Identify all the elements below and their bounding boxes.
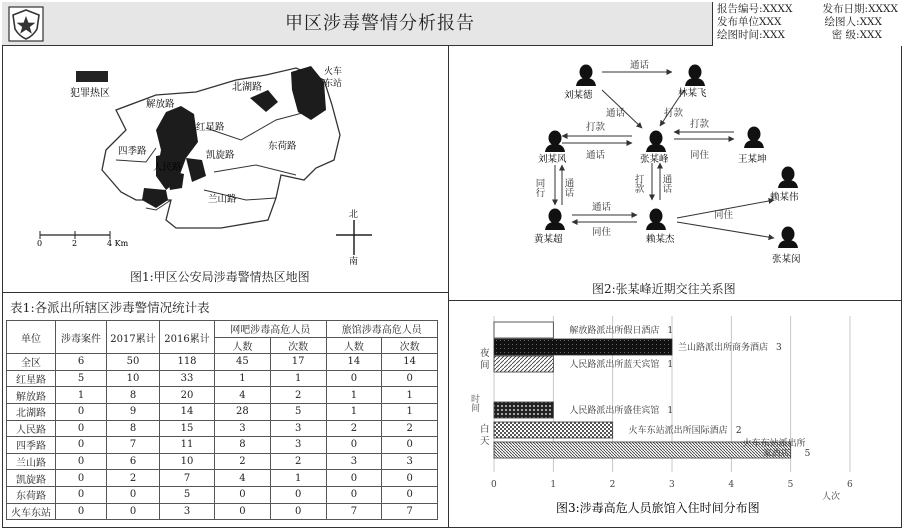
table-cell: 0 xyxy=(107,486,160,503)
north-arrow-icon xyxy=(336,208,372,267)
bar xyxy=(494,356,553,372)
table-cell: 兰山路 xyxy=(7,453,56,470)
table-cell: 红星路 xyxy=(7,370,56,387)
table-cell: 7 xyxy=(382,503,438,520)
table-cell: 28 xyxy=(215,403,271,420)
value-label: 1 xyxy=(667,326,674,336)
table-cell: 0 xyxy=(382,486,438,503)
bar xyxy=(494,339,672,355)
table-cell: 5 xyxy=(56,370,107,387)
chart-title: 图3:涉毒高危人员旅馆入住时间分布图 xyxy=(556,501,760,515)
issuer: 发布单位XXX xyxy=(717,16,782,28)
table-cell: 人民路 xyxy=(7,420,56,437)
table-row xyxy=(7,354,438,371)
edge-label: 通话 xyxy=(592,202,612,213)
table-cell: 5 xyxy=(160,486,215,503)
scale-label: 0 xyxy=(37,239,43,248)
table-cell: 1 xyxy=(382,387,438,404)
road-label: 解放路 xyxy=(146,99,175,110)
table-cell: 8 xyxy=(215,437,271,454)
bar-label: 家酒店 xyxy=(762,449,790,459)
road-label: 四季路 xyxy=(118,146,147,157)
table-cell: 7 xyxy=(107,437,160,454)
person-icon xyxy=(545,209,565,231)
th-times: 次数 xyxy=(270,337,326,354)
table-cell: 0 xyxy=(270,486,326,503)
th-people: 人数 xyxy=(326,337,382,354)
table-cell: 0 xyxy=(56,486,107,503)
table-cell: 8 xyxy=(107,420,160,437)
relationship-graph xyxy=(452,50,900,290)
network-caption: 图2:张某峰近期交往关系图 xyxy=(592,282,736,296)
bar-label: 火车东站派出所 xyxy=(742,439,806,449)
x-tick-label: 1 xyxy=(550,480,557,490)
x-tick-label: 6 xyxy=(847,480,853,490)
table-cell: 2 xyxy=(215,453,271,470)
table-cell: 1 xyxy=(382,403,438,420)
bar-label: 兰山路派出所商务酒店 xyxy=(678,343,769,353)
person-name: 张某闵 xyxy=(772,254,801,265)
table-cell: 0 xyxy=(56,470,107,487)
th-netbar: 网吧涉毒高危人员 xyxy=(215,321,327,338)
table-cell: 解放路 xyxy=(7,387,56,404)
value-label: 2 xyxy=(735,426,742,436)
person-name: 林某飞 xyxy=(678,88,707,99)
table-cell: 北湖路 xyxy=(7,403,56,420)
x-tick-label: 2 xyxy=(609,480,616,490)
bar xyxy=(494,422,613,438)
table-cell: 0 xyxy=(326,470,382,487)
table-row xyxy=(7,437,438,454)
table-cell: 凯旋路 xyxy=(7,470,56,487)
divider-vertical xyxy=(448,46,449,528)
x-axis-label: 人次 xyxy=(822,492,841,502)
x-tick-label: 4 xyxy=(728,480,735,490)
table-cell: 0 xyxy=(107,503,160,520)
group-label: 间 xyxy=(480,360,490,371)
table-cell: 7 xyxy=(160,470,215,487)
bar-label: 火车东站派出所国际酒店 xyxy=(628,426,728,436)
table-cell: 3 xyxy=(270,437,326,454)
table-cell: 0 xyxy=(56,420,107,437)
edge-label: 通话 xyxy=(630,60,650,71)
person-icon xyxy=(685,65,705,87)
edge-label: 同住 xyxy=(714,210,734,221)
bar-label: 人民路派出所盛佳宾馆 xyxy=(569,406,660,416)
table-cell: 2 xyxy=(270,387,326,404)
person-name: 黄某超 xyxy=(534,234,563,245)
road-label: 凯旋路 xyxy=(206,150,235,161)
table-row xyxy=(7,370,438,387)
table-cell: 6 xyxy=(107,453,160,470)
table-cell: 4 xyxy=(215,387,271,404)
drawer: 绘图人:XXX xyxy=(824,16,882,28)
table-cell: 0 xyxy=(56,453,107,470)
table-cell: 17 xyxy=(270,354,326,371)
table-cell: 11 xyxy=(160,437,215,454)
edge-label: 同住 xyxy=(690,150,710,161)
divider-left xyxy=(2,292,448,293)
table-cell: 2 xyxy=(107,470,160,487)
table-cell: 9 xyxy=(107,403,160,420)
edge-label: 打款 xyxy=(586,122,606,133)
person-icon xyxy=(576,65,596,87)
hotel-checkin-chart xyxy=(452,304,900,526)
road-label: 东站 xyxy=(324,79,343,89)
th-times: 次数 xyxy=(382,337,438,354)
table-cell: 8 xyxy=(107,387,160,404)
value-label: 5 xyxy=(804,449,811,459)
table-cell: 10 xyxy=(160,453,215,470)
road-label: 人民路 xyxy=(153,162,182,173)
table-cell: 火车东站 xyxy=(7,503,56,520)
edge-label: 同行 xyxy=(533,178,545,197)
table-cell: 10 xyxy=(107,370,160,387)
person-name: 张某峰 xyxy=(640,154,669,165)
person-icon xyxy=(646,131,666,153)
x-tick-label: 5 xyxy=(787,480,794,490)
north-label: 北 xyxy=(349,210,359,220)
table-cell: 0 xyxy=(382,470,438,487)
table-cell: 6 xyxy=(56,354,107,371)
table-cell: 1 xyxy=(270,470,326,487)
table-cell: 1 xyxy=(56,387,107,404)
table-cell: 3 xyxy=(215,420,271,437)
y-axis-label: 时间 xyxy=(469,394,479,412)
report-no: 报告编号:XXXX xyxy=(717,3,793,15)
road-label: 红星路 xyxy=(196,122,225,133)
table-cell: 0 xyxy=(56,437,107,454)
edge-label: 同住 xyxy=(592,227,612,238)
x-tick-label: 3 xyxy=(669,480,675,490)
scale-bar xyxy=(37,231,129,248)
road-label: 东荷路 xyxy=(268,141,297,152)
table-cell: 14 xyxy=(382,354,438,371)
table-cell: 118 xyxy=(160,354,215,371)
table-cell: 0 xyxy=(215,486,271,503)
table-cell: 0 xyxy=(270,503,326,520)
hotspot-map xyxy=(6,50,446,270)
draw-time: 绘图时间:XXX xyxy=(717,29,785,41)
edge-label: 打款 xyxy=(690,119,710,130)
report-date: 发布日期:XXXX xyxy=(822,3,898,15)
table-cell: 4 xyxy=(215,470,271,487)
table-cell: 3 xyxy=(326,453,382,470)
group-label: 天 xyxy=(480,436,490,447)
th-people: 人数 xyxy=(215,337,271,354)
table-cell: 0 xyxy=(326,486,382,503)
table-cell: 50 xyxy=(107,354,160,371)
table-cell: 1 xyxy=(326,387,382,404)
person-name: 赖某杰 xyxy=(646,234,675,245)
legend-label: 犯罪热区 xyxy=(70,88,110,99)
group-label: 夜 xyxy=(480,348,490,359)
table-row xyxy=(7,470,438,487)
table-cell: 2 xyxy=(326,420,382,437)
edge-label: 打款 xyxy=(664,108,684,119)
table-cell: 0 xyxy=(326,370,382,387)
table-cell: 14 xyxy=(326,354,382,371)
person-name: 王某坤 xyxy=(738,154,767,165)
table-cell: 0 xyxy=(215,503,271,520)
edge-label: 打款 xyxy=(632,174,644,193)
table-row xyxy=(7,387,438,404)
scale-label: 4 Km xyxy=(107,239,129,248)
th-cases: 涉毒案件 xyxy=(56,321,107,354)
x-tick-label: 0 xyxy=(491,480,497,490)
table-cell: 全区 xyxy=(7,354,56,371)
table-cell: 1 xyxy=(215,370,271,387)
person-icon xyxy=(778,227,798,249)
edge-label: 通话 xyxy=(586,150,606,161)
table-cell: 33 xyxy=(160,370,215,387)
table-cell: 14 xyxy=(160,403,215,420)
secret-level: 密 级:XXX xyxy=(831,29,882,41)
table-cell: 四季路 xyxy=(7,437,56,454)
person-icon xyxy=(744,127,764,149)
report-header xyxy=(2,2,902,46)
police-badge-icon xyxy=(8,6,44,42)
group-label: 白 xyxy=(480,424,490,435)
table-row xyxy=(7,503,438,520)
table-title: 表1:各派出所辖区涉毒警情况统计表 xyxy=(10,300,210,315)
table-row xyxy=(7,403,438,420)
person-name: 刘某德 xyxy=(564,90,593,101)
table-cell: 3 xyxy=(270,420,326,437)
table-cell: 15 xyxy=(160,420,215,437)
bar-label: 人民路派出所蓝天宾馆 xyxy=(569,360,660,370)
bar-label: 解放路派出所假日酒店 xyxy=(569,326,660,336)
value-label: 3 xyxy=(776,343,782,353)
report-title: 甲区涉毒警情分析报告 xyxy=(285,13,475,34)
table-cell: 2 xyxy=(270,453,326,470)
south-label: 南 xyxy=(349,257,359,267)
table-cell: 0 xyxy=(382,437,438,454)
table-cell: 20 xyxy=(160,387,215,404)
table-cell: 5 xyxy=(270,403,326,420)
table-cell: 0 xyxy=(56,503,107,520)
person-icon xyxy=(778,167,798,189)
bar xyxy=(494,322,553,338)
th-2016: 2016累计 xyxy=(160,321,215,354)
th-unit: 单位 xyxy=(7,321,56,354)
table-cell: 7 xyxy=(326,503,382,520)
th-2017: 2017累计 xyxy=(107,321,160,354)
map-caption: 图1:甲区公安局涉毒警情热区地图 xyxy=(130,270,310,284)
edge-label: 通话 xyxy=(562,178,574,197)
th-hotel: 旅馆涉毒高危人员 xyxy=(326,321,438,338)
person-name: 刘某风 xyxy=(538,154,567,165)
person-icon xyxy=(545,131,565,153)
road-label: 兰山路 xyxy=(208,194,237,205)
stats-table xyxy=(6,320,438,520)
table-cell: 0 xyxy=(326,437,382,454)
table-cell: 1 xyxy=(326,403,382,420)
table-cell: 2 xyxy=(382,420,438,437)
edge-label: 通话 xyxy=(606,108,626,119)
table-row xyxy=(7,453,438,470)
table-cell: 0 xyxy=(56,403,107,420)
value-label: 1 xyxy=(667,406,674,416)
table-cell: 3 xyxy=(382,453,438,470)
value-label: 1 xyxy=(667,360,674,370)
table-cell: 东荷路 xyxy=(7,486,56,503)
bar xyxy=(494,402,553,418)
table-row xyxy=(7,420,438,437)
table-cell: 0 xyxy=(382,370,438,387)
table-cell: 1 xyxy=(270,370,326,387)
person-name: 赖某伟 xyxy=(770,192,799,203)
edge-label: 通话 xyxy=(660,174,672,193)
scale-label: 2 xyxy=(72,239,78,248)
divider-right xyxy=(448,300,902,301)
road-label: 北湖路 xyxy=(232,82,262,93)
person-icon xyxy=(646,209,666,231)
legend-swatch xyxy=(76,71,108,82)
table-row xyxy=(7,486,438,503)
table-cell: 45 xyxy=(215,354,271,371)
table-cell: 3 xyxy=(160,503,215,520)
report-meta xyxy=(712,2,902,46)
road-label: 火车 xyxy=(324,67,343,77)
